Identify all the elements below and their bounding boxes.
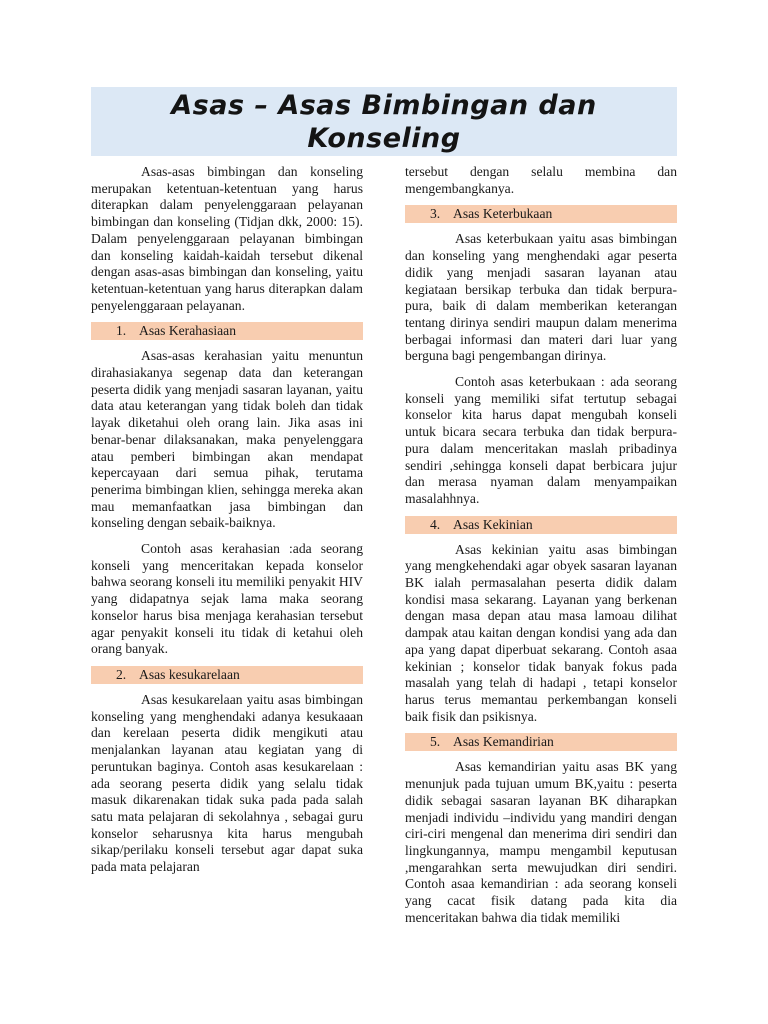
paragraph: Asas kekinian yaitu asas bimbingan yang mengkehendaki agar obyek sasaran layanan BK ialah permasalahan peserta didik dalam kondisi masa sekarang. Layanan yang berkenan dengan masa depan atau masa lamoau dilihat dampak atau kaitan dengan kondisi yang ada dan apa yang dapat diperbuat sekarang. Contoh asaa kekinian ; konselor tidak banyak fokus pada masalah yang telah di hadapi , tetapi konselor harus terus memantau perkembangan konseli baik fisik dan psikisnya. [405, 541, 677, 724]
section-number: 1. [116, 323, 127, 339]
paragraph: Asas kemandirian yaitu asas BK yang menunjuk pada tujuan umum BK,yaitu : peserta didik sebagai sasaran layanan BK diharapkan menjadi individu –individu yang mandiri dengan ciri-ciri mengenal dan menerima diri sendiri dan lingkungannya, mampu mengambil keputusan ,mengarahkan serta mewujudkan diri sendiri. Contoh asaa kemandirian : ada seorang konseli yang cacat fisik datang pada kita dia menceritakan bahwa dia tidak memiliki [405, 759, 677, 925]
paragraph: Asas keterbukaan yaitu asas bimbingan dan konseling yang menghendaki agar peserta didik yang menjadi sasaran layanan atau kegiataan bersikap terbuka dan tidak berpura-pura, baik di dalam memberikan keterangan tentang dirinya sendiri maupun dalam menerima berbagai informasi dan materi dari luar yang berguna bagi pengembangan dirinya. [405, 231, 677, 364]
section-number: 3. [430, 206, 441, 222]
left-column [91, 164, 363, 876]
section-title: Asas Kekinian [453, 516, 533, 532]
paragraph: Contoh asas kerahasian :ada seorang konseli yang menceritakan kepada konselor bahwa seorang konseli itu memiliki penyakit HIV yang didapatnya sejak lama maka seorang konselor harus bisa menjaga kerahasian tersebut agar penyakit konseli itu tidak di ketahui oleh orang banyak. [91, 541, 363, 657]
section-number: 2. [116, 666, 127, 682]
right-column [405, 164, 677, 926]
section-heading-kemandirian [405, 733, 677, 751]
section-heading-kesukarelaan [91, 666, 363, 684]
section-title: Asas kesukarelaan [139, 666, 240, 682]
paragraph: Asas kesukarelaan yaitu asas bimbingan konseling yang menghendaki adanya kesukaaan dan kerelaan peserta didik mengikuti atau menjalankan layanan atau kegiatan yang di peruntukan baginya. Contoh asas kesukarelaan : ada seorang peserta didik yang selalu tidak masuk dikarenakan tidak suka pada pada salah satu mata pelajaran di sekolahnya , sebagai guru konselor seharusnya kita harus mengubah sikap/perilaku konseli tersebut agar dapat suka pada mata pelajaran [91, 691, 363, 875]
section-heading-kekinian [405, 516, 677, 534]
page-title: Asas – Asas Bimbingan dan Konseling [171, 90, 597, 154]
section-title: Asas Keterbukaan [453, 206, 553, 222]
section-number: 4. [430, 516, 441, 532]
continuation-paragraph: tersebut dengan selalu membina dan mengembangkanya. [405, 164, 677, 196]
section-title: Asas Kerahasiaan [139, 323, 237, 339]
intro-paragraph: Asas-asas bimbingan dan konseling merupakan ketentuan-ketentuan yang harus diterapkan dalam penyelenggaraan pelayanan bimbingan dan konseling (Tidjan dkk, 2000: 15). Dalam penyelenggaraan pelayanan bimbingan dan konseling kaidah-kaidah tersebut dikenal dengan asas-asas bimbingan dan konseling, yaitu ketentuan-ketentuan yang harus diterapkan dalam penyelenggaraan pelayanan. [91, 164, 363, 313]
section-number: 5. [430, 734, 441, 750]
section-heading-keterbukaan [405, 205, 677, 223]
paragraph: Contoh asas keterbukaan : ada seorang konseli yang memiliki sifat tertutup sebagai konselor kita harus dapat mengubah konseli untuk bicara secara terbuka dan tidak berpura-pura dalam menceritakan maslah pribadinya sendiri ,sehingga konseli dapat berbicara jujur dan merasa nyaman dalam menyampaikan masalahhnya. [405, 374, 677, 506]
paragraph: Asas-asas kerahasian yaitu menuntun dirahasiakanya segenap data dan keterangan peserta didik yang menjadi sasaran layanan, yaitu data atau keterangan yang tidak boleh dan tidak layak diketahui oleh orang lain. Jika asas ini benar-benar dilaksanakan, maka penyelenggara atau pemberi bimbingan akan mendapat kepercayaan dari semua pihak, terutama penerima bimbingan klien, sehingga mereka akan mau memanfaatkan jasa bimbingan dan konseling dengan sebaik-baiknya. [91, 348, 363, 531]
section-heading-kerahasiaan [91, 322, 363, 340]
section-title: Asas Kemandirian [453, 734, 554, 750]
